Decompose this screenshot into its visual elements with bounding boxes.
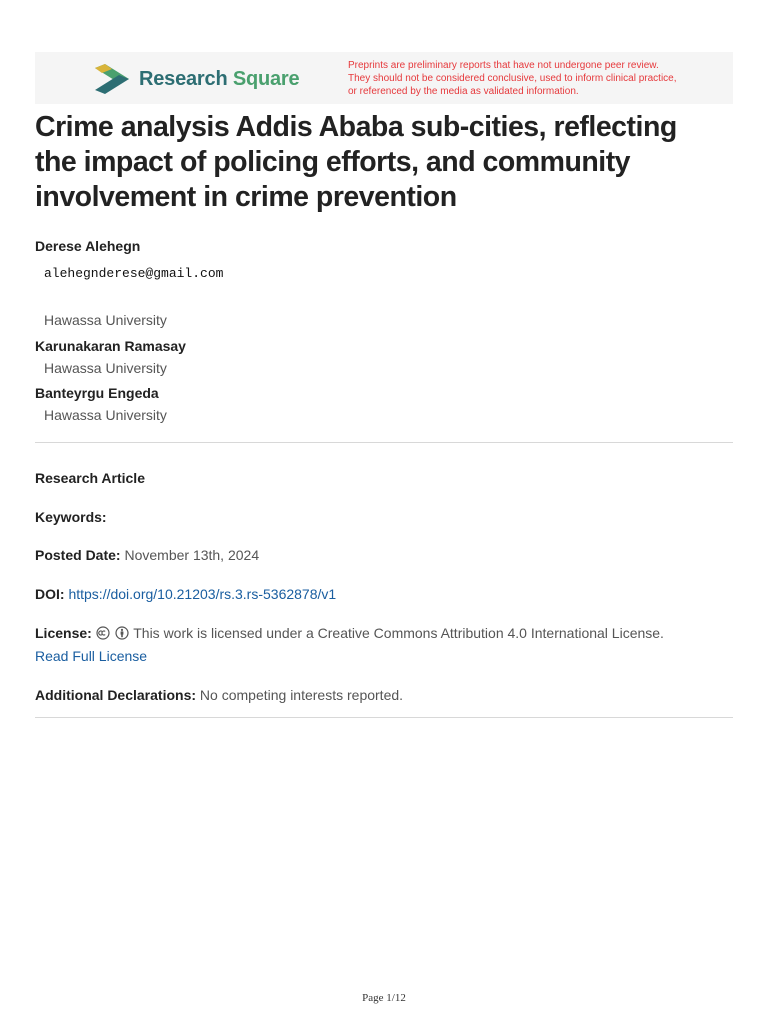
author-affiliation: Hawassa University [44, 312, 167, 328]
license-link-row [35, 648, 147, 664]
declarations-label: Additional Declarations: [35, 687, 197, 703]
title-line: the impact of policing efforts, and community [35, 146, 631, 178]
title-line: involvement in crime prevention [35, 181, 457, 213]
read-full-license-link[interactable]: Read Full License [35, 648, 148, 664]
doi-row [35, 586, 336, 602]
author-email[interactable]: alehegnderese@gmail.com [44, 266, 224, 281]
title-line: Crime analysis Addis Ababa sub-cities, reflecting [35, 111, 677, 143]
page-number: Page 1/12 [362, 992, 406, 1004]
license-label: License: [35, 625, 92, 641]
posted-date-value: November 13th, 2024 [124, 547, 260, 563]
preprint-banner [35, 52, 733, 104]
notice-line: or referenced by the media as validated information. [348, 86, 579, 97]
license-row [35, 625, 664, 641]
license-text: This work is licensed under a Creative Commons Attribution 4.0 International License. [133, 625, 664, 641]
keywords-label: Keywords: [35, 509, 107, 525]
divider [35, 717, 733, 718]
research-square-logo-icon [93, 64, 131, 94]
notice-line: They should not be considered conclusive, used to inform clinical practice, [348, 73, 677, 84]
declarations-row [35, 687, 403, 703]
article-type-value: Research Article [35, 470, 145, 486]
article-type [35, 470, 145, 486]
author-name: Karunakaran Ramasay [35, 338, 186, 354]
posted-date-label: Posted Date: [35, 547, 121, 563]
research-square-logo[interactable] [93, 64, 299, 94]
doi-link[interactable]: https://doi.org/10.21203/rs.3.rs-5362878/v1 [68, 586, 337, 602]
keywords-row [35, 509, 107, 525]
cc-icon [96, 626, 110, 640]
doi-label: DOI: [35, 586, 65, 602]
paper-title [35, 110, 735, 215]
author-name: Derese Alehegn [35, 238, 141, 254]
by-icon [115, 626, 129, 640]
logo-word-research: Research [139, 67, 228, 90]
posted-date-row [35, 547, 259, 563]
logo-word-square: Square [232, 67, 300, 90]
preprint-notice [348, 59, 677, 98]
author-name: Banteyrgu Engeda [35, 385, 159, 401]
author-affiliation: Hawassa University [44, 360, 167, 376]
author-affiliation: Hawassa University [44, 407, 167, 423]
declarations-value: No competing interests reported. [199, 687, 404, 703]
divider [35, 442, 733, 443]
notice-line: Preprints are preliminary reports that have not undergone peer review. [348, 60, 659, 71]
logo-wordmark [139, 68, 299, 91]
